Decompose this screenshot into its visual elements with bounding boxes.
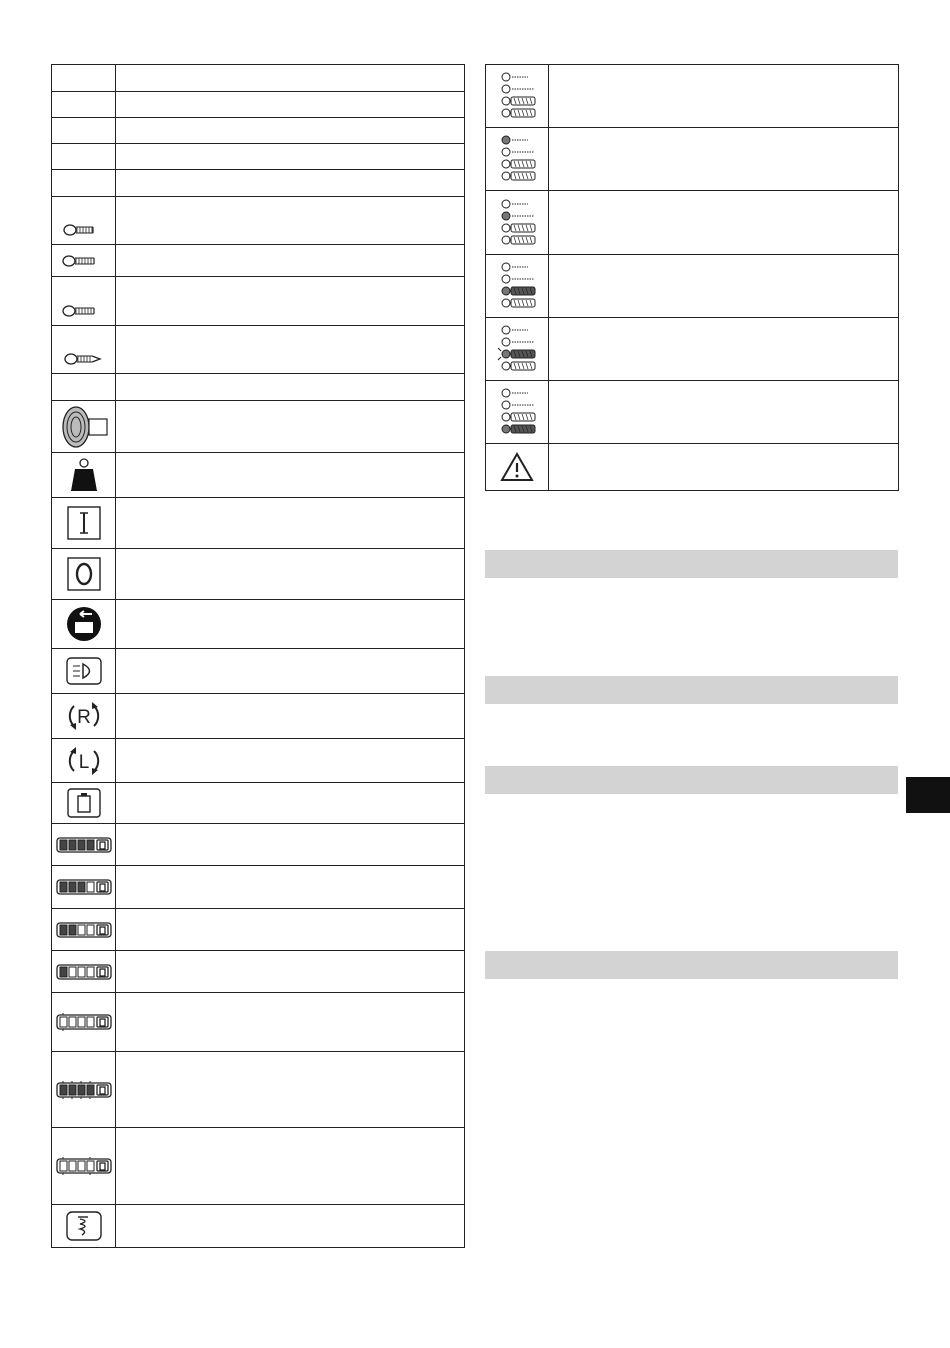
description-cell <box>116 824 464 865</box>
symbol-cell <box>52 1128 116 1204</box>
description-cell <box>116 453 464 497</box>
symbol-cell <box>52 118 116 143</box>
symbols-table-right <box>485 64 899 491</box>
description-cell <box>549 444 898 490</box>
description-cell <box>116 1205 464 1247</box>
symbol-cell <box>52 170 116 196</box>
table-row <box>52 374 464 401</box>
table-row <box>52 549 464 600</box>
mode-indicator-2-icon <box>497 198 537 248</box>
table-row <box>52 600 464 649</box>
description-cell <box>116 600 464 648</box>
symbols-table-left <box>51 64 465 1248</box>
symbol-cell <box>52 783 116 823</box>
high-tensile-bolt-icon <box>62 305 106 317</box>
description-cell <box>116 649 464 693</box>
symbol-cell <box>52 326 116 373</box>
description-cell <box>116 170 464 196</box>
description-cell <box>116 1128 464 1204</box>
description-cell <box>549 381 898 443</box>
table-row <box>52 739 464 783</box>
svg-text:R: R <box>76 707 91 728</box>
battery-level-blink-all-icon <box>56 1081 112 1099</box>
symbol-cell <box>52 866 116 908</box>
description-cell <box>116 277 464 325</box>
battery-level-1-icon <box>56 963 112 981</box>
battery-removal-icon <box>66 606 102 642</box>
symbol-cell <box>52 824 116 865</box>
symbol-cell <box>52 600 116 648</box>
description-cell <box>116 401 464 452</box>
battery-icon <box>67 788 101 818</box>
battery-level-2-icon <box>56 921 112 939</box>
small-machine-screw-icon <box>63 224 105 236</box>
switch-off-icon <box>67 557 101 591</box>
table-row <box>52 866 464 909</box>
description-cell <box>116 245 464 276</box>
table-row <box>52 92 464 118</box>
rotation-right-icon <box>66 698 102 734</box>
table-row <box>486 128 898 191</box>
self-drilling-screw-icon <box>64 353 104 365</box>
table-row <box>52 1052 464 1128</box>
section-heading-3 <box>485 766 898 794</box>
symbol-cell <box>52 1205 116 1247</box>
section-heading-4 <box>485 951 898 979</box>
symbol-cell <box>52 401 116 452</box>
table-row <box>52 170 464 197</box>
symbol-cell <box>52 694 116 738</box>
symbol-cell <box>52 197 116 244</box>
description-cell <box>549 65 898 127</box>
table-row <box>52 65 464 92</box>
machine-screw-icon <box>62 255 106 267</box>
symbol-cell <box>486 65 549 127</box>
symbol-cell <box>486 191 549 254</box>
lamp-icon <box>66 657 102 685</box>
description-cell <box>116 909 464 950</box>
symbol-cell <box>52 245 116 276</box>
mode-indicator-none-icon <box>497 71 537 121</box>
anvil-socket-icon <box>56 404 112 450</box>
table-row <box>52 245 464 277</box>
symbol-cell <box>52 549 116 599</box>
symbol-cell <box>486 255 549 317</box>
symbol-cell <box>486 381 549 443</box>
symbol-cell <box>52 65 116 91</box>
weight-icon <box>69 457 99 493</box>
table-row <box>52 144 464 170</box>
symbol-cell <box>486 318 549 380</box>
description-cell <box>116 92 464 117</box>
description-cell <box>116 993 464 1051</box>
description-cell <box>549 318 898 380</box>
warning-triangle-icon <box>500 452 534 482</box>
mode-indicator-3-blink-icon <box>497 324 537 374</box>
table-row <box>52 326 464 374</box>
mode-indicator-4-icon <box>497 387 537 437</box>
description-cell <box>549 191 898 254</box>
section-heading-2 <box>485 676 898 704</box>
table-row <box>486 255 898 318</box>
mode-indicator-3-icon <box>497 261 537 311</box>
section-heading-1 <box>485 550 898 578</box>
svg-text:L: L <box>78 751 89 773</box>
table-row <box>52 197 464 245</box>
table-row <box>486 318 898 381</box>
description-cell <box>116 374 464 400</box>
table-row <box>52 277 464 326</box>
table-row <box>52 909 464 951</box>
description-cell <box>549 255 898 317</box>
description-cell <box>116 951 464 992</box>
table-row <box>52 118 464 144</box>
mode-indicator-1-icon <box>497 134 537 184</box>
table-row <box>52 401 464 453</box>
battery-level-3-icon <box>56 878 112 896</box>
description-cell <box>116 1052 464 1127</box>
battery-level-4-icon <box>56 836 112 854</box>
description-cell <box>116 118 464 143</box>
description-cell <box>116 326 464 373</box>
description-cell <box>116 549 464 599</box>
description-cell <box>116 197 464 244</box>
symbol-cell <box>52 993 116 1051</box>
tool-overheat-icon <box>66 1211 102 1241</box>
table-row <box>52 453 464 498</box>
description-cell <box>116 694 464 738</box>
table-row <box>52 1205 464 1247</box>
symbol-cell <box>52 453 116 497</box>
table-row <box>486 191 898 255</box>
battery-level-blink-1-icon <box>56 1013 112 1031</box>
table-row <box>52 951 464 993</box>
symbol-cell <box>52 92 116 117</box>
description-cell <box>116 65 464 91</box>
symbol-cell <box>52 649 116 693</box>
language-tab <box>906 777 950 813</box>
symbol-cell <box>52 374 116 400</box>
symbol-cell <box>52 739 116 782</box>
battery-level-blink-ends-icon <box>56 1157 112 1175</box>
description-cell <box>549 128 898 190</box>
symbol-cell <box>52 498 116 548</box>
table-row <box>52 783 464 824</box>
table-row <box>52 498 464 549</box>
table-row <box>486 65 898 128</box>
table-row <box>486 381 898 444</box>
symbol-cell <box>52 144 116 169</box>
symbol-cell <box>486 128 549 190</box>
table-row <box>52 824 464 866</box>
switch-on-icon <box>67 506 101 540</box>
description-cell <box>116 866 464 908</box>
table-row <box>52 993 464 1052</box>
table-row <box>52 1128 464 1205</box>
description-cell <box>116 144 464 169</box>
symbol-cell <box>486 444 549 490</box>
symbol-cell <box>52 1052 116 1127</box>
table-row <box>52 649 464 694</box>
symbol-cell <box>52 951 116 992</box>
description-cell <box>116 739 464 782</box>
description-cell <box>116 498 464 548</box>
description-cell <box>116 783 464 823</box>
symbol-cell <box>52 277 116 325</box>
rotation-left-icon <box>66 743 102 779</box>
table-row <box>52 694 464 739</box>
table-row <box>486 444 898 490</box>
symbol-cell <box>52 909 116 950</box>
